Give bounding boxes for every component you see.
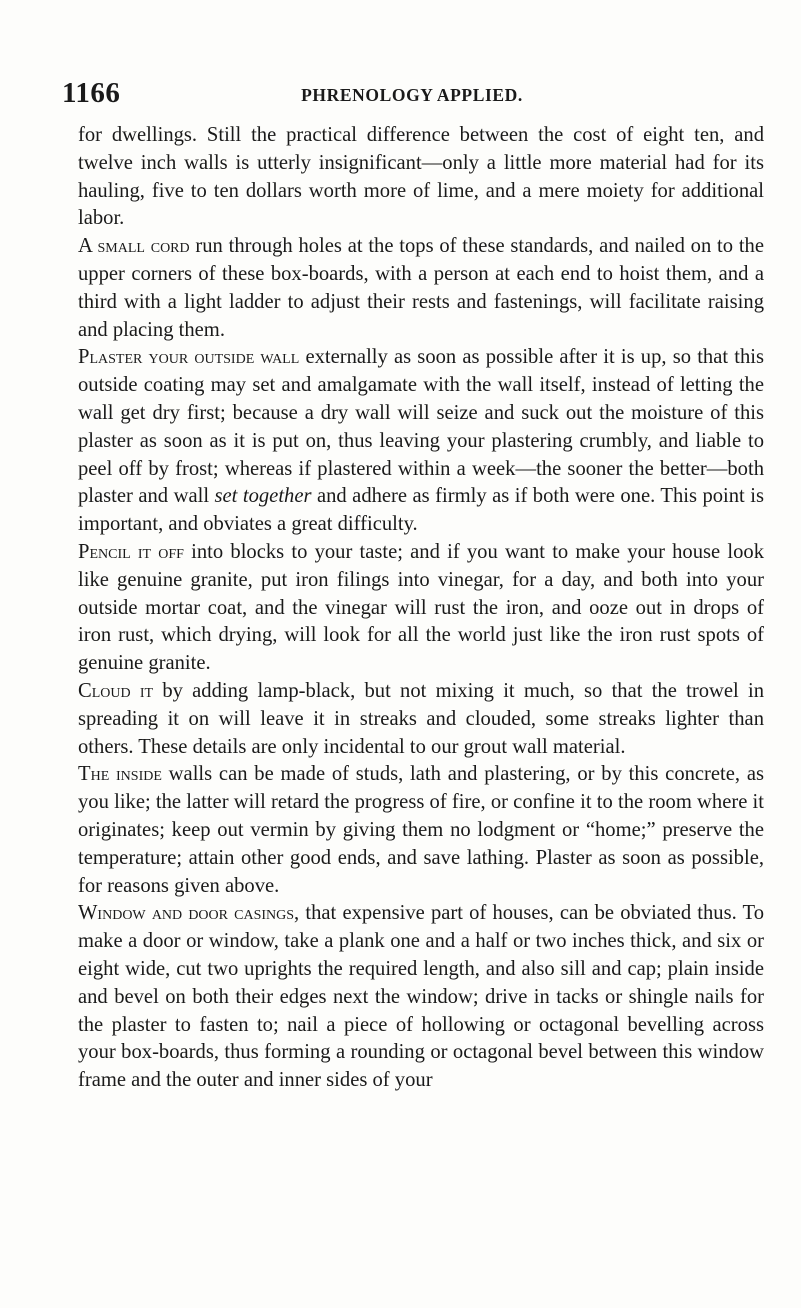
paragraph-text: by adding lamp-black, but not mixing it much, so that the trowel in spreading it on will leave it in streaks and clouded, some streaks lighter than others. These details are only incidental to our grout wall material. xyxy=(78,679,764,758)
emphasis-text: set together xyxy=(214,485,312,508)
paragraph-lead: Cloud it xyxy=(78,679,154,702)
paragraph-cloud-it xyxy=(78,678,764,761)
paragraph-small-cord xyxy=(78,233,764,344)
paragraph-lead: A small cord xyxy=(78,235,190,258)
paragraph-dwellings xyxy=(78,122,764,233)
paragraph-window-door-casings xyxy=(78,900,764,1095)
paragraph-lead: Pencil it off xyxy=(78,540,184,563)
paragraph-lead: The inside xyxy=(78,763,162,786)
paragraph-plaster-outside-wall xyxy=(78,344,764,539)
body-text xyxy=(78,122,764,1095)
paragraph-text: that expensive part of houses, can be obviated thus. To make a door or window, take a plank one and a half or two inches thick, and six or eight wide, cut two uprights the required length, and also sill and cap; plain inside and bevel on both their edges next the window; drive in tacks or shingle nails for the plaster to fasten to; nail a piece of hollowing or octagonal bevelling across your box-boards, thus forming a rounding or octagonal bevel between this window frame and the outer and inner sides of your xyxy=(78,902,764,1092)
paragraph-text: externally as soon as possible after it is up, so that this outside coating may set and amalgamate with the wall itself, instead of letting the wall get dry first; because a dry wall will seize and suck out the moisture of this plaster as soon as it is put on, thus leaving your plastering crumbly, and liable to peel off by frost; whereas if plastered within a week—the sooner the better—both plaster and wall xyxy=(78,346,765,508)
paragraph-pencil-it-off xyxy=(78,539,764,678)
paragraph-text: into blocks to your taste; and if you want to make your house look like genuine granite, put iron filings into vinegar, for a day, and both into your outside mortar coat, and the vinegar will rust the iron, and ooze out in drops of iron rust, which drying, will look for all the world just like the iron rust spots of genuine granite. xyxy=(78,540,764,675)
paragraph-text: walls can be made of studs, lath and plastering, or by this concrete, as you like; the latter will retard the progress of fire, or confine it to the room where it originates; keep out vermin by giving them no lodgment or “home;” preserve the temperature; attain other good ends, and save lathing. Plaster as soon as possible, for reasons given above. xyxy=(78,763,764,897)
page-header xyxy=(62,76,762,112)
paragraph-inside-walls xyxy=(78,761,764,900)
paragraph-text: and adhere as firmly as if both were one. This point is important, and obviates a great difficulty. xyxy=(78,485,764,536)
running-head: PHRENOLOGY APPLIED. xyxy=(301,85,523,105)
paragraph-lead: Plaster your outside wall xyxy=(78,346,300,369)
page-number: 1166 xyxy=(62,77,121,109)
paragraph-text: for dwellings. Still the practical difference between the cost of eight ten, and twelve inch walls is utterly insignificant—only a little more material had for its hauling, five to ten dollars worth more of lime, and a mere moiety for additional labor. xyxy=(78,124,764,230)
paragraph-text: run through holes at the tops of these standards, and nailed on to the upper corners of these box-boards, with a person at each end to hoist them, and a third with a light ladder to adjust their rests and fastenings, will facilitate raising and placing them. xyxy=(78,235,764,341)
paragraph-lead: Window and door casings, xyxy=(78,902,300,925)
